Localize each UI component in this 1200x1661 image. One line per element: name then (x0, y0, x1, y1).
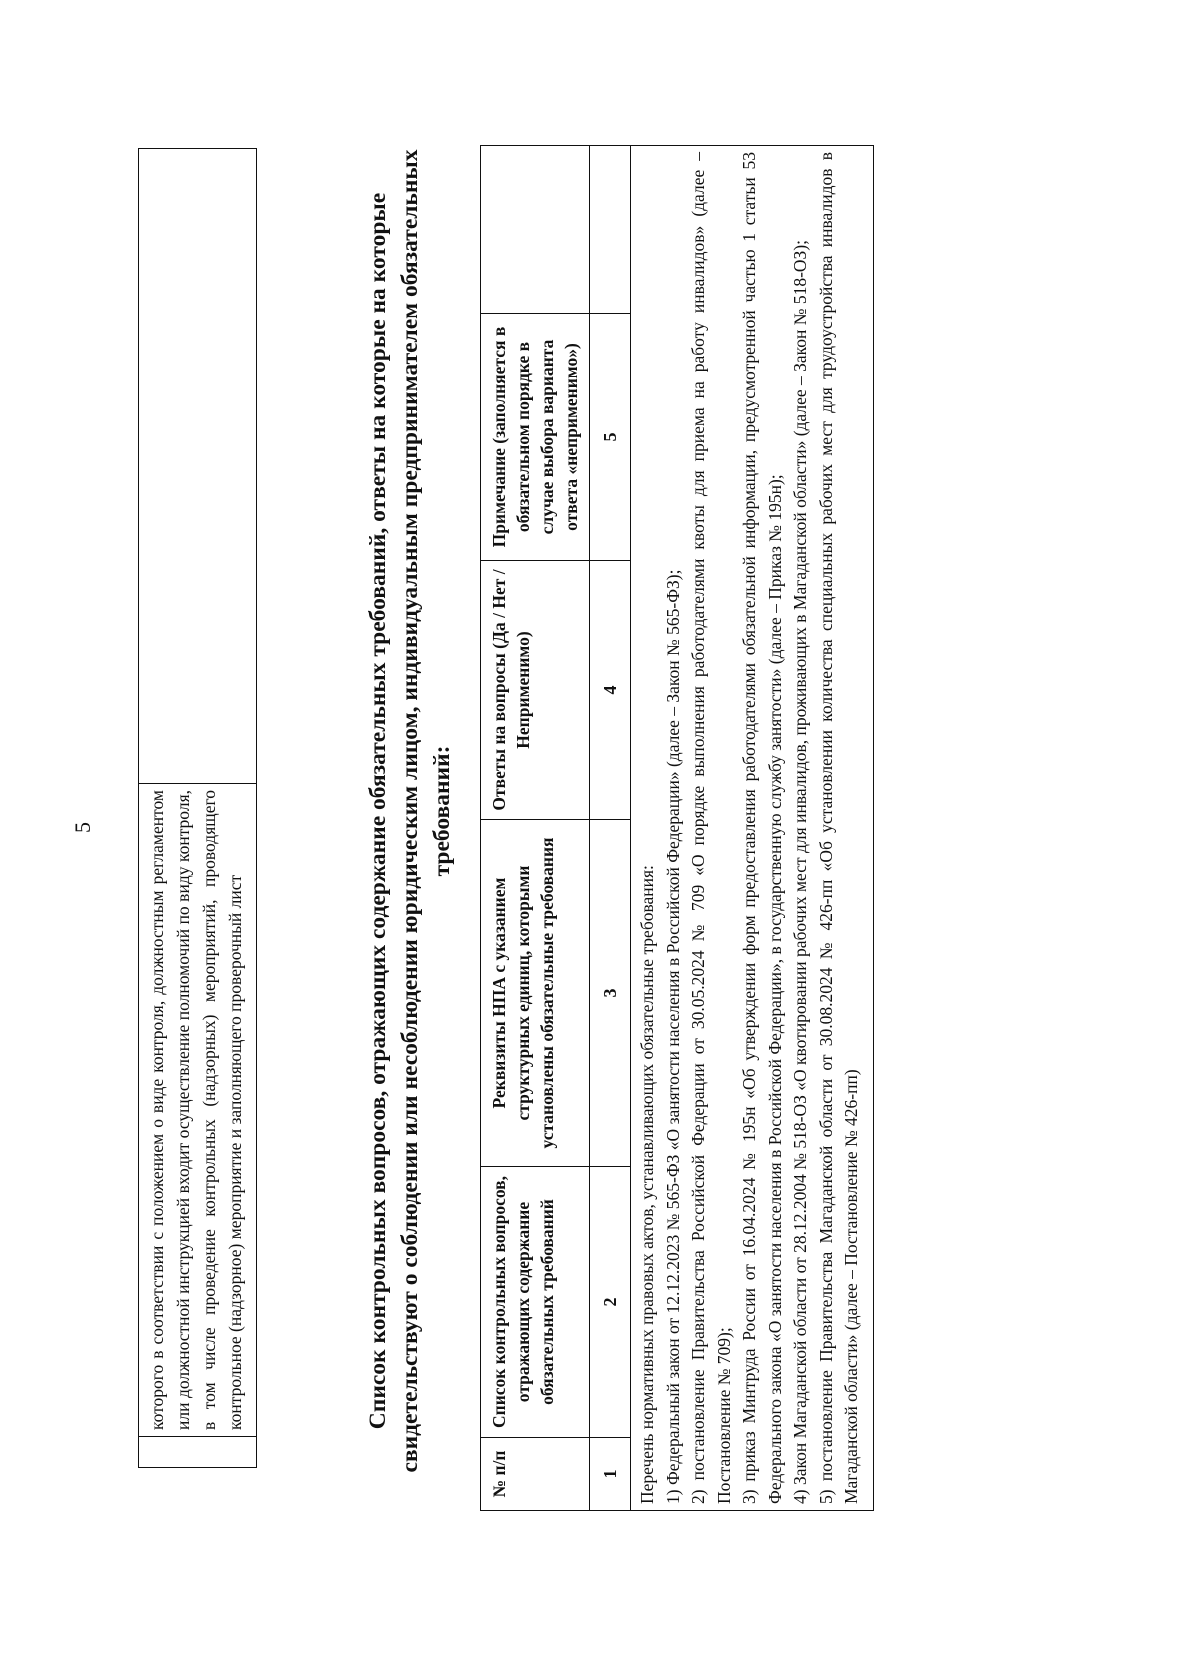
empty-cell (590, 146, 631, 314)
header-questions: Список контрольных вопросов, отражающих содержание обязательных требований (481, 1167, 590, 1438)
checklist-table (480, 145, 874, 1511)
column-number-row (590, 146, 631, 1511)
npa-list-item: 5) постановление Правительства Магаданской области от 30.08.2024 № 426-пп «Об установлении количества специальных рабочих мест для трудоустройства инвалидов в Магаданской области» (далее – Постановление № 426-пп) (815, 152, 861, 1504)
header-npa-requisites: Реквизиты НПА с указанием структурных единиц, которыми установлены обязательные требования (481, 820, 590, 1167)
column-number: 3 (590, 820, 631, 1167)
section-heading: Список контрольных вопросов, отражающих содержание обязательных требований, ответы на которые на которые свидетельствуют о соблюдении или несоблюдении юридическим лицом, индивидуальным предпринимателем обязательных требований: (365, 149, 455, 1473)
column-number: 4 (590, 561, 631, 820)
table-header-row (481, 146, 590, 1511)
table-row (139, 149, 257, 1468)
empty-cell (139, 1437, 257, 1468)
notes-row (631, 146, 874, 1511)
npa-list-item: 3) приказ Минтруда России от 16.04.2024 № 195н «Об утверждении форм предоставления работодателями обязательной информации, предусмотренной частью 1 статьи 53 Федерального закона «О занятости населения в Российской Федерации», в государственную службу занятости» (далее – Приказ № 195н); (739, 152, 785, 1504)
column-number: 5 (590, 314, 631, 561)
page-number: 5 (70, 822, 95, 833)
top-table-continuation (138, 148, 257, 1468)
column-number: 1 (590, 1438, 631, 1511)
npa-list-intro: Перечень нормативных правовых актов, устанавливающих обязательные требования: (637, 865, 657, 1504)
inspector-description-cell: которого в соответствии с положением о виде контроля, должностным регламентом или должностной инструкцией входит осуществление полномочий по виду контроля, в том числе проведение контрольных (надзорных) мероприятий, проводящего контрольное (надзорное) мероприятие и заполняющего проверочный лист (139, 784, 257, 1437)
header-answers: Ответы на вопросы (Да / Нет / Неприменимо) (481, 561, 590, 820)
empty-cell (139, 149, 257, 784)
npa-list-cell (631, 146, 874, 1511)
column-number: 2 (590, 1167, 631, 1438)
npa-list-item: 4) Закон Магаданской области от 28.12.2004 № 518-ОЗ «О квотировании рабочих мест для инвалидов, проживающих в Магаданской области» (далее – Закон № 518-ОЗ); (790, 239, 810, 1504)
header-number: № п/п (481, 1438, 590, 1511)
npa-list-item: 1) Федеральный закон от 12.12.2023 № 565-ФЗ «О занятости населения в Российской Федерации» (далее – Закон № 565-ФЗ); (662, 569, 683, 1504)
npa-list-item: 2) постановление Правительства Российской Федерации от 30.05.2024 № 709 «О порядке выполнения работодателями квоты для приема на работу инвалидов» (далее – Постановление № 709); (688, 152, 734, 1504)
header-note: Примечание (заполняется в обязательном порядке в случае выбора варианта ответа «неприменимо») (481, 314, 590, 561)
header-empty (481, 146, 590, 314)
